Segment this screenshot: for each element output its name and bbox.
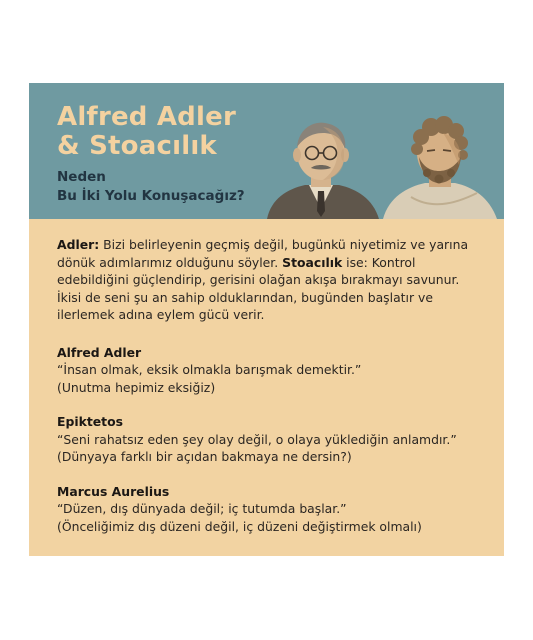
- intro-lead-adler: Adler:: [57, 237, 100, 252]
- intro-lead-stoa: Stoacılık: [282, 254, 343, 270]
- subtitle-line-1: Neden: [57, 169, 106, 185]
- quote-block-marcus-aurelius: [57, 483, 485, 536]
- quote-author: Epiktetos: [57, 414, 123, 429]
- quote-note: (Unutma hepimiz eksiğiz): [57, 379, 216, 395]
- intro-paragraph: [57, 236, 485, 324]
- quote-block-epiktetos: [57, 413, 485, 466]
- intro-text-1: Bizi belirleyenin geçmiş değil, bugünkü niyetimiz ve yarına dönük adımlarımız olduğunu söyler.: [57, 237, 469, 270]
- quote-text: “Düzen, dış dünyada değil; iç tutumda başlar.”: [57, 501, 347, 516]
- page-subtitle: [57, 168, 245, 206]
- quote-note: (Dünyaya farklı bir açıdan bakmaya ne dersin?): [57, 449, 352, 464]
- quote-note: (Önceliğimiz dış düzeni değil, iç düzeni değiştirmek olmalı): [57, 518, 422, 534]
- quote-text: “İnsan olmak, eksik olmakla barışmak demektir.”: [57, 362, 362, 377]
- title-line-1: Alfred Adler: [57, 102, 236, 132]
- quote-author: Marcus Aurelius: [57, 483, 170, 499]
- stoic-portrait-illustration: [381, 113, 499, 219]
- header-banner: [29, 83, 504, 219]
- adler-portrait-illustration: [261, 113, 383, 219]
- quote-block-adler: [57, 344, 485, 397]
- subtitle-line-2: Bu İki Yolu Konuşacağız?: [57, 188, 245, 204]
- info-card: [29, 83, 504, 556]
- quote-text: “Seni rahatsız eden şey olay değil, o olaya yüklediğin anlamdır.”: [57, 431, 457, 447]
- title-line-2: & Stoacılık: [57, 131, 217, 161]
- page-title: [57, 103, 236, 161]
- quote-author: Alfred Adler: [57, 344, 142, 360]
- content-body: [57, 236, 485, 552]
- intro-text-2: ise: Kontrol edebildiğini güçlendirip, gerisini olağan akışa bırakmayı savunur. İkisi de seni şu an sahip olduklarından, bugünden başlatır ve ilerlemek adına eylem gücü verir.: [57, 254, 460, 322]
